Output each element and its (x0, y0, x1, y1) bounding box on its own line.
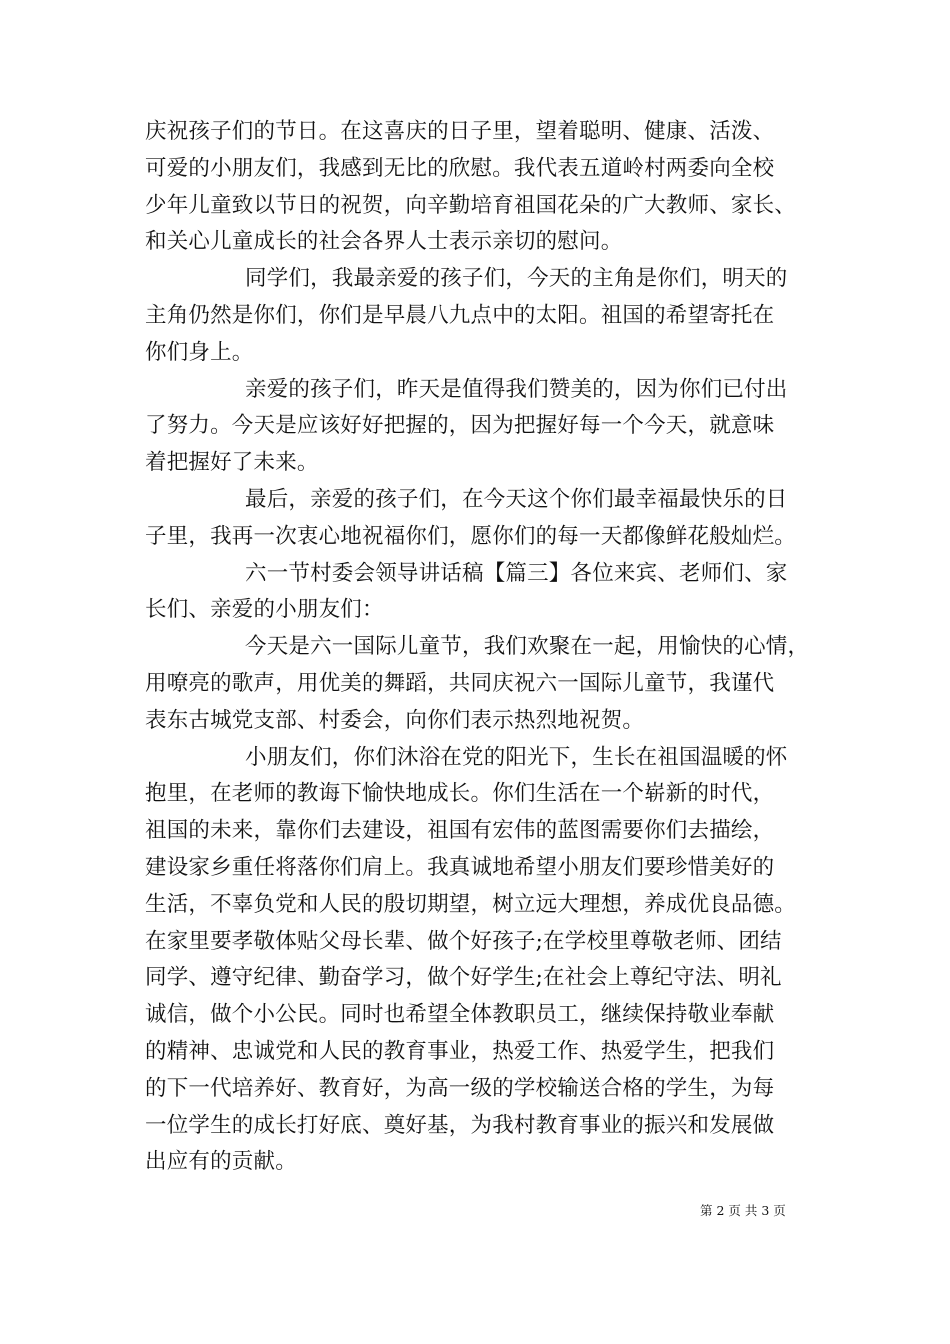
text-line: 可爱的小朋友们，我感到无比的欣慰。我代表五道岭村两委向全校 (145, 155, 775, 181)
text-line: 一位学生的成长打好底、奠好基，为我村教育事业的振兴和发展做 (145, 1112, 775, 1138)
text-line: 着把握好了未来。 (145, 450, 319, 476)
paragraph-first-line: 今天是六一国际儿童节，我们欢聚在一起，用愉快的心情， (245, 634, 810, 660)
text-line: 表东古城党支部、村委会，向你们表示热烈地祝贺。 (145, 707, 645, 733)
text-line: 你们身上。 (145, 339, 254, 365)
text-line: 祖国的未来，靠你们去建设，祖国有宏伟的蓝图需要你们去描绘， (145, 818, 775, 844)
text-line: 诚信，做个小公民。同时也希望全体教职员工，继续保持敬业奉献 (145, 1002, 775, 1028)
text-line: 主角仍然是你们，你们是早晨八九点中的太阳。祖国的希望寄托在 (145, 302, 775, 328)
page-number-footer: 第 2 页 共 3 页 (700, 1203, 786, 1218)
text-line: 的精神、忠诚党和人民的教育事业，热爱工作、热爱学生，把我们 (145, 1038, 775, 1064)
paragraph-first-line: 最后，亲爱的孩子们，在今天这个你们最幸福最快乐的日 (245, 486, 788, 512)
text-line: 了努力。今天是应该好好把握的，因为把握好每一个今天，就意味 (145, 413, 775, 439)
text-line: 庆祝孩子们的节日。在这喜庆的日子里，望着聪明、健康、活泼、 (145, 119, 775, 144)
text-line: 出应有的贡献。 (145, 1149, 297, 1175)
text-line: 建设家乡重任将落你们肩上。我真诚地希望小朋友们要珍惜美好的 (145, 854, 775, 880)
text-line: 生活，不辜负党和人民的殷切期望，树立远大理想，养成优良品德。 (145, 891, 797, 917)
paragraph-first-line: 小朋友们，你们沐浴在党的阳光下，生长在祖国温暖的怀 (245, 744, 788, 770)
text-line: 的下一代培养好、教育好，为高一级的学校输送合格的学生，为每 (145, 1075, 775, 1101)
text-line: 抱里，在老师的教诲下愉快地成长。你们生活在一个崭新的时代， (145, 781, 775, 807)
document-body (145, 114, 825, 1181)
text-line: 子里，我再一次衷心地祝福你们，愿你们的每一天都像鲜花般灿烂。 (145, 523, 797, 549)
paragraph-first-line: 同学们，我最亲爱的孩子们，今天的主角是你们，明天的 (245, 266, 788, 292)
text-line: 和关心儿童成长的社会各界人士表示亲切的慰问。 (145, 229, 623, 255)
section-heading-line: 六一节村委会领导讲话稿【篇三】各位来宾、老师们、家 (245, 560, 788, 586)
paragraph-first-line: 亲爱的孩子们，昨天是值得我们赞美的，因为你们已付出 (245, 376, 788, 402)
text-line: 长们、亲爱的小朋友们： (145, 597, 384, 623)
text-line: 少年儿童致以节日的祝贺，向辛勤培育祖国花朵的广大教师、家长、 (145, 192, 797, 218)
text-line: 同学、遵守纪律、勤奋学习，做个好学生;在社会上尊纪守法、明礼 (145, 965, 782, 991)
text-line: 在家里要孝敬体贴父母长辈、做个好孩子;在学校里尊敬老师、团结 (145, 928, 782, 954)
text-line: 用嘹亮的歌声，用优美的舞蹈，共同庆祝六一国际儿童节，我谨代 (145, 670, 775, 696)
